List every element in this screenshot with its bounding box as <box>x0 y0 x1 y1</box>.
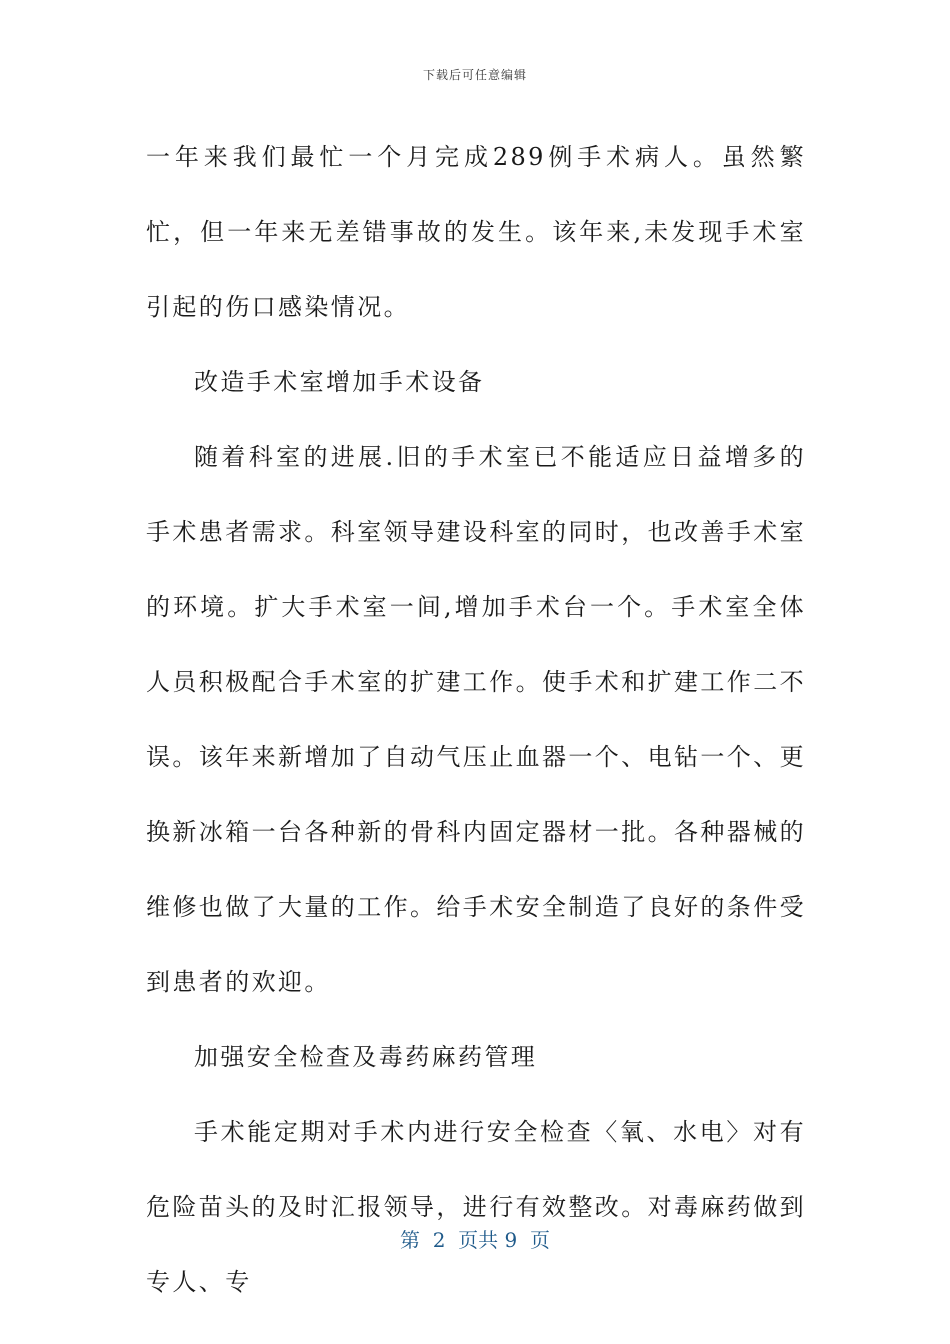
paragraph-renovation: 随着科室的进展.旧的手术室已不能适应日益增多的手术患者需求。科室领导建设科室的同时，也改善手术室的环境。扩大手术室一间,增加手术台一个。手术室全体人员积极配合手术室的扩建工作。使手术和扩建工作二不误。该年来新增加了自动气压止血器一个、电钻一个、更换新冰箱一台各种新的骨科内固定器材一批。各种器械的维修也做了大量的工作。给手术安全制造了良好的条件受到患者的欢迎。 <box>146 443 806 996</box>
page-number: 第 2 页共 9 页 <box>400 1228 550 1252</box>
paragraph-safety-inspection: 手术能定期对手术内进行安全检查〈氧、水电〉对有危险苗头的及时汇报领导，进行有效整改。对毒麻药做到专人、专 <box>146 1118 806 1296</box>
heading-renovation: 改造手术室增加手术设备 <box>194 368 485 396</box>
document-body <box>146 120 806 1320</box>
heading-safety-inspection: 加强安全检查及毒药麻药管理 <box>194 1043 538 1071</box>
header-note: 下载后可任意编辑 <box>422 68 527 82</box>
paragraph-surgery-stats: 一年来我们最忙一个月完成289例手术病人。虽然繁忙，但一年来无差错事故的发生。该年来,未发现手术室引起的伤口感染情况。 <box>146 143 806 321</box>
